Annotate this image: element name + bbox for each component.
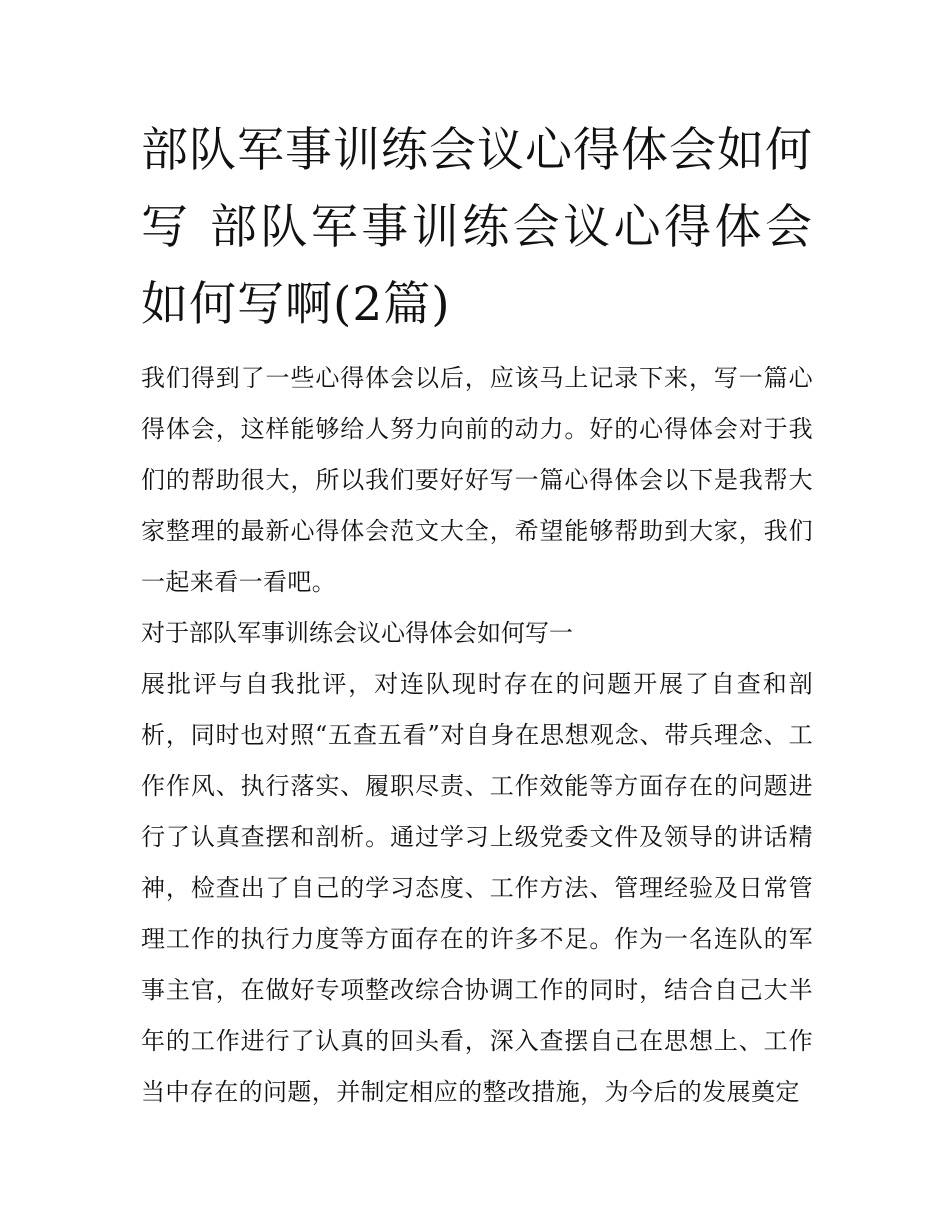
section-heading: 对于部队军事训练会议心得体会如何写一	[141, 619, 573, 647]
section-body-paragraph: 展批评与自我批评，对连队现时存在的问题开展了自查和剖析，同时也对照“五查五看”对自身在思想观念、带兵理念、工作作风、执行落实、履职尽责、工作效能等方面存在的问题进行了认真查摆和剖析。通过学习上级党委文件及领导的讲话精神，检查出了自己的学习态度、工作方法、管理经验及日常管理工作的执行力度等方面存在的许多不足。作为一名连队的军事主官，在做好专项整改综合协调工作的同时，结合自己大半年的工作进行了认真的回头看，深入查摆自己在思想上、工作当中存在的问题，并制定相应的整改措施，为今后的发展奠定	[141, 670, 813, 1106]
intro-paragraph: 我们得到了一些心得体会以后，应该马上记录下来，写一篇心得体会，这样能够给人努力向前的动力。好的心得体会对于我们的帮助很大，所以我们要好好写一篇心得体会以下是我帮大家整理的最新心得体会范文大全，希望能够帮助到大家，我们一起来看一看吧。	[141, 364, 813, 596]
document-title: 部队军事训练会议心得体会如何写 部队军事训练会议心得体会如何写啊(2篇)	[141, 123, 813, 332]
document-content	[141, 112, 813, 1118]
